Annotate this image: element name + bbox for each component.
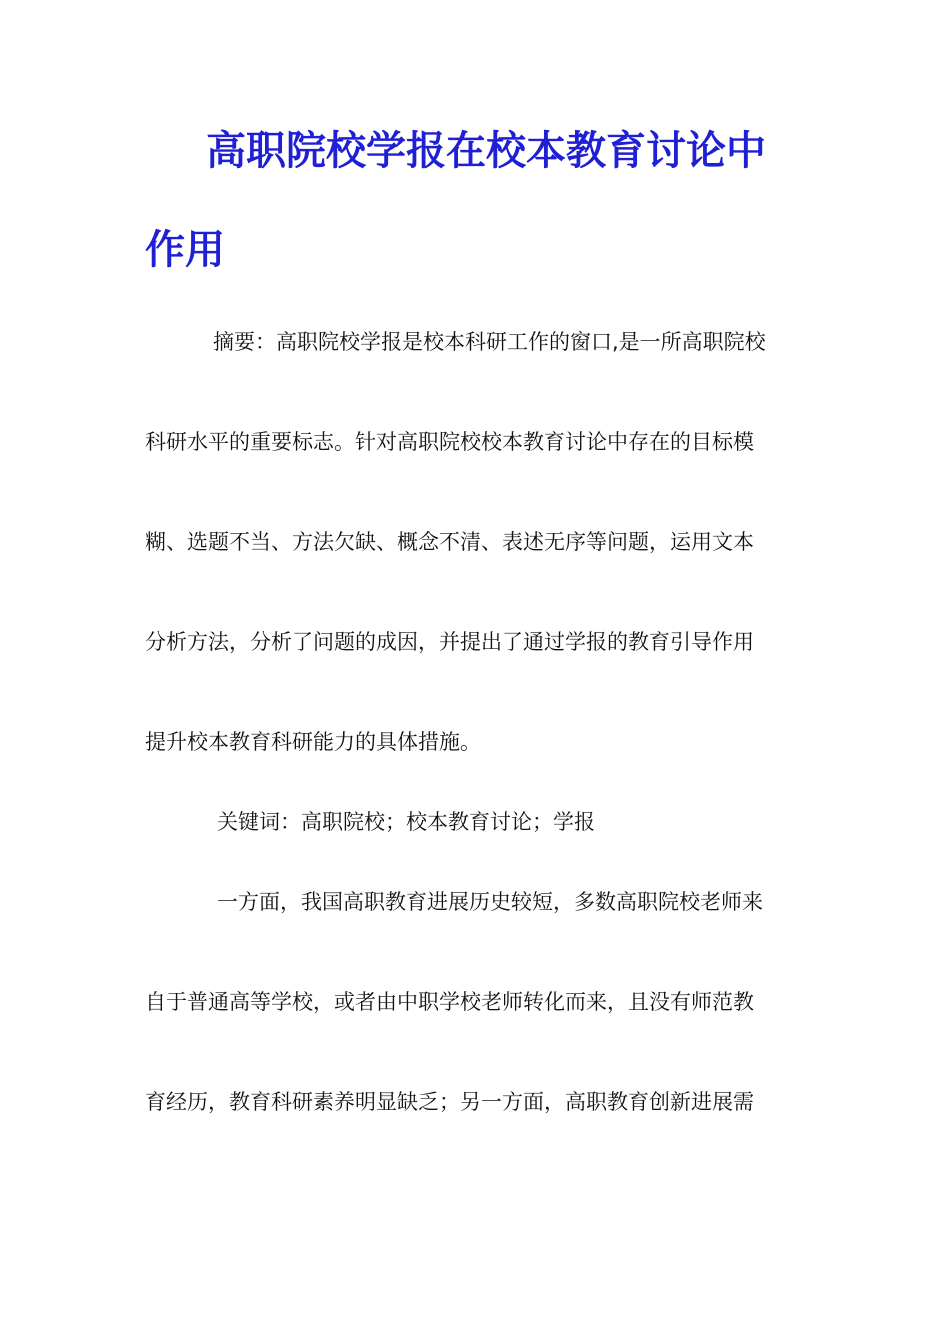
body-line-3: 育经历，教育科研素养明显缺乏；另一方面，高职教育创新进展需 [145,1090,754,1114]
document-title-line-1: 高职院校学报在校本教育讨论中 [206,127,766,174]
keywords-line: 关键词：高职院校；校本教育讨论；学报 [217,810,595,834]
abstract-line-2: 科研水平的重要标志。针对高职院校校本教育讨论中存在的目标模 [145,430,754,454]
abstract-line-4: 分析方法，分析了问题的成因，并提出了通过学报的教育引导作用 [145,630,754,654]
abstract-line-5: 提升校本教育科研能力的具体措施。 [145,730,481,754]
abstract-line-1: 摘要：高职院校学报是校本科研工作的窗口,是一所高职院校 [213,330,766,354]
body-line-1: 一方面，我国高职教育进展历史较短，多数高职院校老师来 [217,890,763,914]
abstract-line-3: 糊、选题不当、方法欠缺、概念不清、表述无序等问题，运用文本 [145,530,754,554]
body-line-2: 自于普通高等学校，或者由中职学校老师转化而来，且没有师范教 [145,990,754,1014]
document-title-line-2: 作用 [145,226,225,273]
